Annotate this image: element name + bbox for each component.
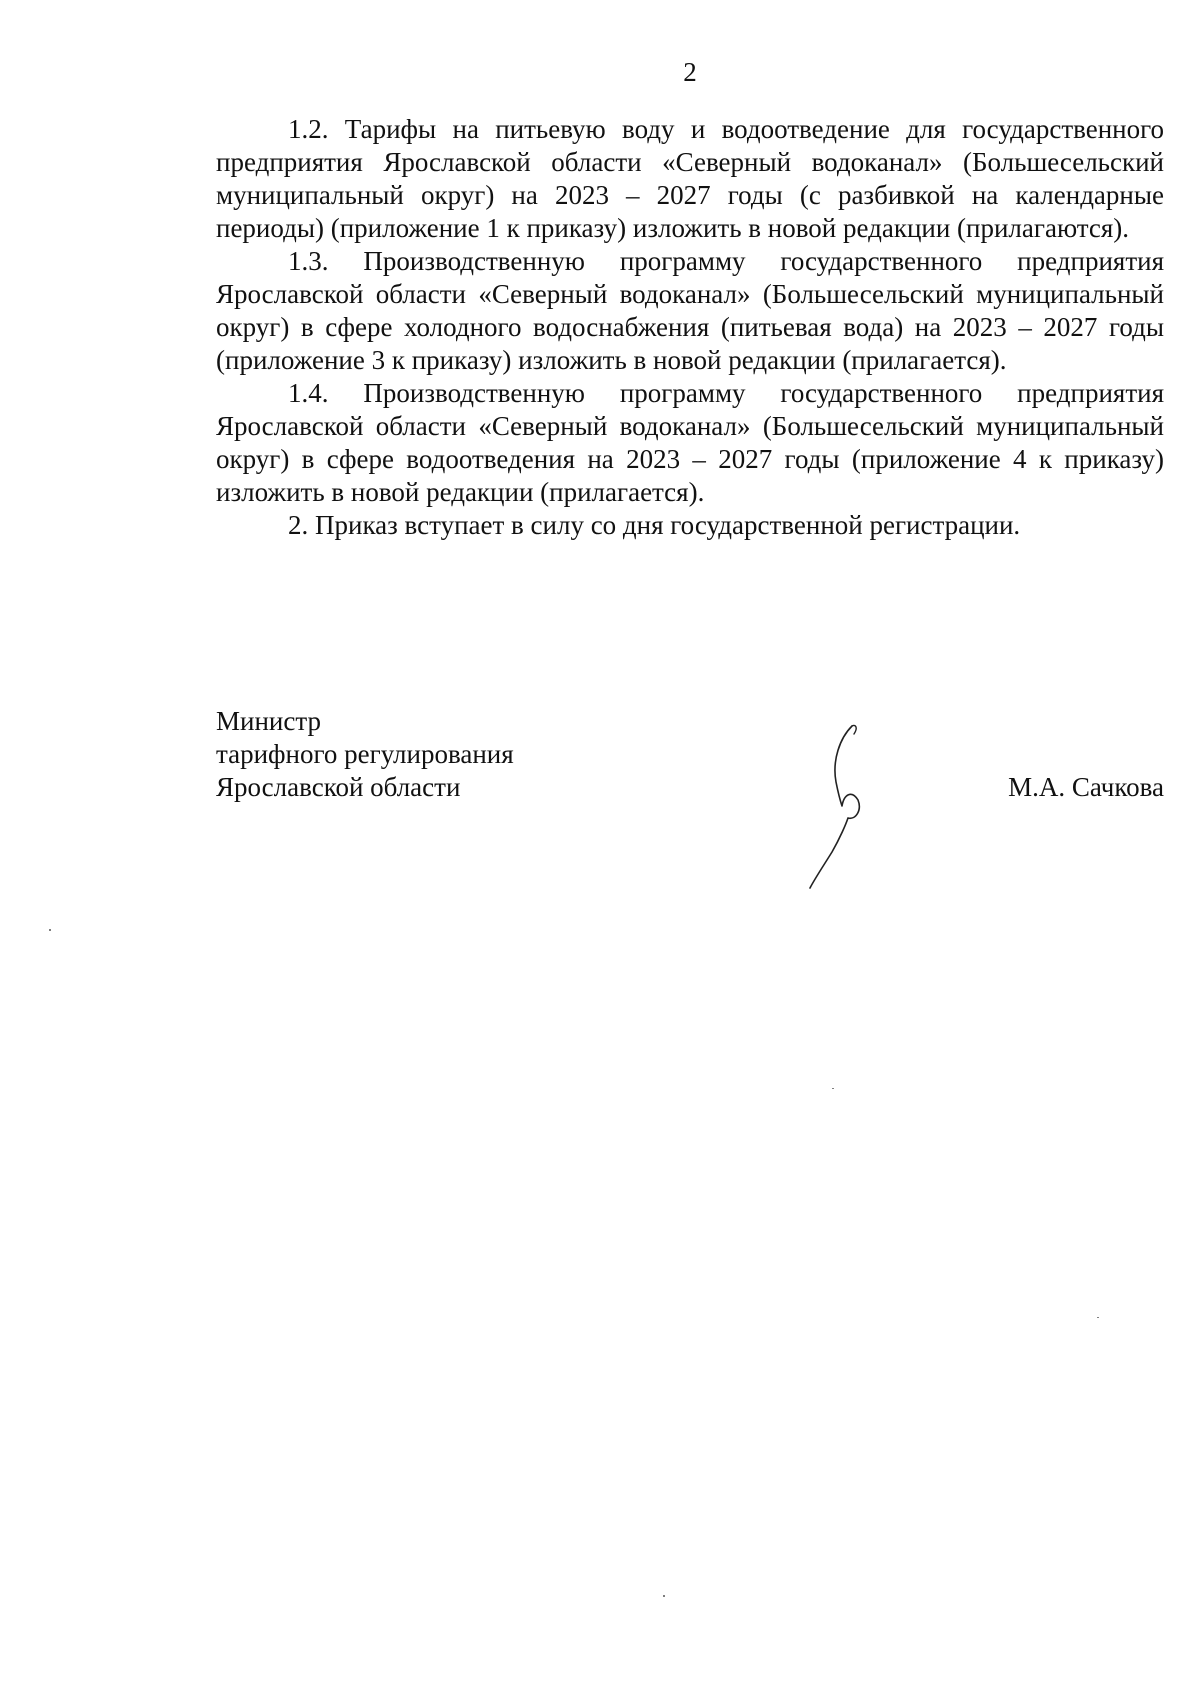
scan-speck [49,929,51,931]
paragraph-2: 2. Приказ вступает в силу со дня государственной регистрации. [288,510,1021,540]
page-number: 2 [683,57,697,87]
paragraph-1-3: 1.3. Производственную программу государственного предприятия Ярославской области «Северный водоканал» (Большесельский муниципальный округ) в сфере холодного водоснабжения (питьевая вода) на 2023 – 2027 годы (приложение 3 к приказу) изложить в новой редакции (прилагается). [216,246,1164,375]
paragraph-1-4: 1.4. Производственную программу государственного предприятия Ярославской области «Северный водоканал» (Большесельский муниципальный округ) в сфере водоотведения на 2023 – 2027 годы (приложение 4 к приказу) изложить в новой редакции (прилагается). [216,378,1164,507]
scan-speck [1097,1317,1099,1318]
signatory-name: М.А. Сачкова [1008,772,1164,802]
position-line-1: Министр [216,706,321,736]
scan-speck [832,1088,834,1089]
paragraph-1-2: 1.2. Тарифы на питьевую воду и водоотведение для государственного предприятия Ярославской области «Северный водоканал» (Большесельский муниципальный округ) на 2023 – 2027 годы (с разбивкой на календарные периоды) (приложение 1 к приказу) изложить в новой редакции (прилагаются). [216,114,1164,243]
document-body [216,113,1164,542]
handwritten-signature [800,720,900,890]
position-line-2: тарифного регулирования [216,739,514,769]
signatory-position [216,705,514,804]
scan-speck [663,1595,665,1597]
position-line-3: Ярославской области [216,772,461,802]
